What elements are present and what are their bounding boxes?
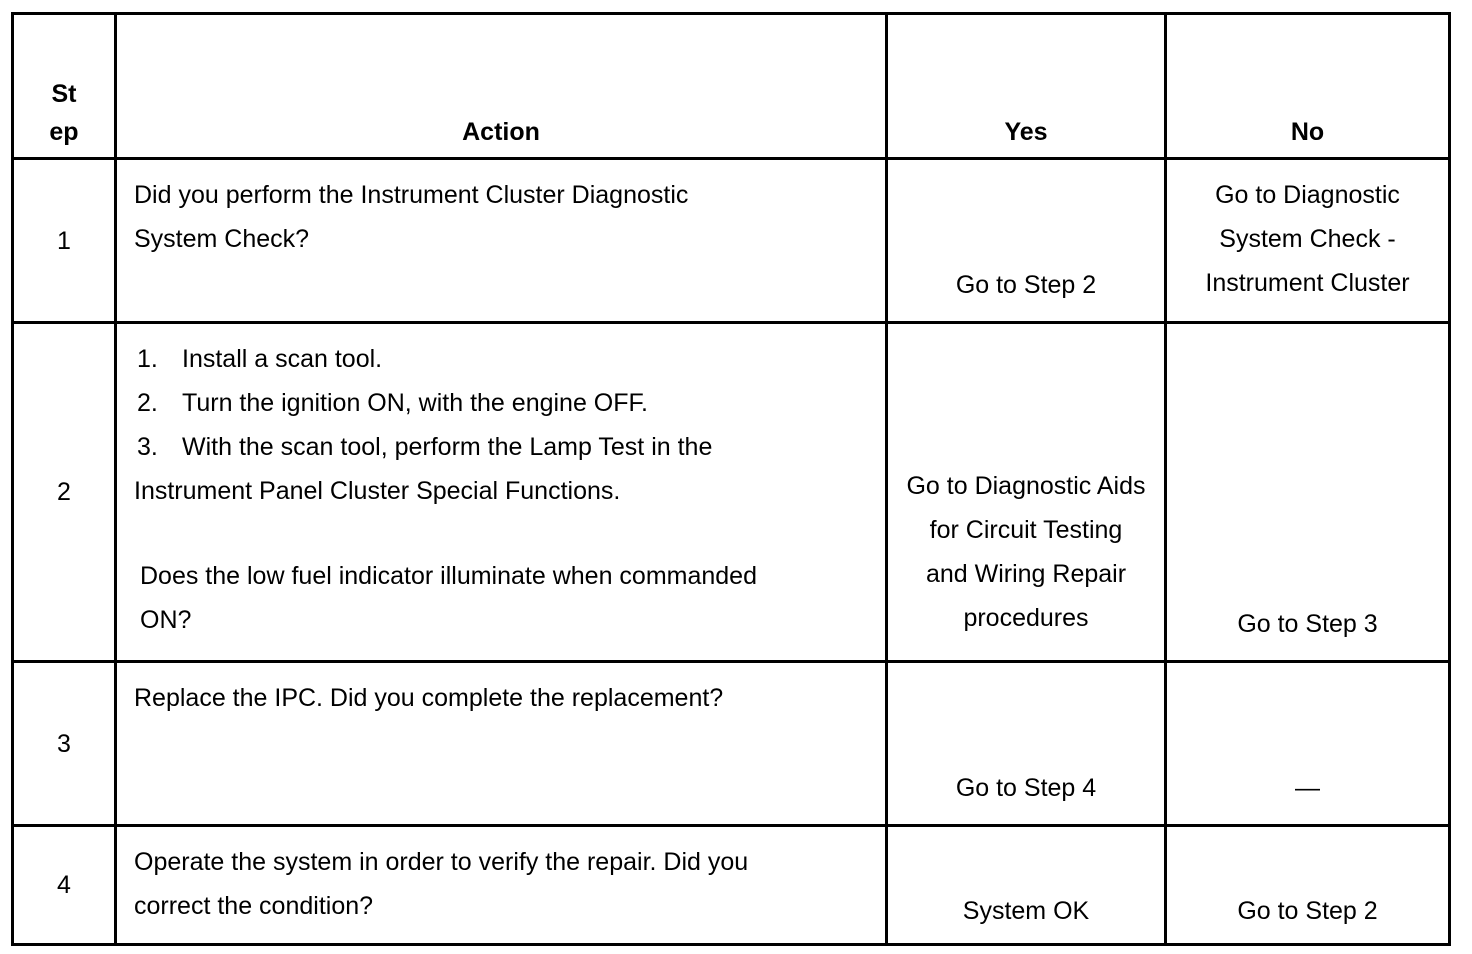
yes-result-line: for Circuit Testing	[929, 516, 1123, 544]
action-text: Replace the IPC. Did you complete the replacement?	[116, 662, 887, 826]
table-row	[13, 323, 1450, 662]
header-yes: Yes	[887, 14, 1166, 159]
table-row	[13, 159, 1450, 323]
action-text: Operate the system in order to verify the repair. Did you correct the condition?	[116, 826, 887, 945]
no-result-line: Go to Diagnostic	[1215, 181, 1400, 209]
step-number: 2	[13, 323, 116, 662]
step-number: 1	[13, 159, 116, 323]
no-result: Go to Step 3	[1166, 323, 1450, 662]
no-result: —	[1166, 662, 1450, 826]
action-list-item: 2. Turn the ignition ON, with the engine OFF.	[137, 389, 648, 417]
step-number: 4	[13, 826, 116, 945]
header-step	[13, 14, 116, 159]
yes-result-line: and Wiring Repair	[925, 560, 1127, 588]
yes-result-line: procedures	[963, 604, 1089, 632]
action-text: Did you perform the Instrument Cluster Diagnostic System Check?	[116, 159, 887, 323]
no-result: Go to Step 2	[1166, 826, 1450, 945]
step-number: 3	[13, 662, 116, 826]
action-question: Does the low fuel indicator illuminate when commanded ON?	[140, 562, 757, 634]
header-step-line1: St	[51, 80, 77, 108]
header-step-line2: ep	[49, 118, 79, 146]
action-continuation: Instrument Panel Cluster Special Functions.	[134, 477, 621, 505]
table-row	[13, 826, 1450, 945]
action-list-item: 1. Install a scan tool.	[137, 345, 383, 373]
no-result-line: System Check -	[1219, 225, 1396, 253]
yes-result: System OK	[887, 826, 1166, 945]
table-row	[13, 662, 1450, 826]
diagnostic-table	[11, 12, 1451, 946]
header-action: Action	[116, 14, 887, 159]
no-result-line: Instrument Cluster	[1205, 269, 1410, 297]
no-result	[1166, 159, 1450, 323]
header-no: No	[1166, 14, 1450, 159]
yes-result-line: Go to Diagnostic Aids	[906, 472, 1146, 500]
yes-result: Go to Step 2	[887, 159, 1166, 323]
yes-result	[887, 323, 1166, 662]
action-text	[116, 323, 887, 662]
action-list-item: 3. With the scan tool, perform the Lamp Test in the	[137, 433, 713, 461]
table-header-row	[13, 14, 1450, 159]
yes-result: Go to Step 4	[887, 662, 1166, 826]
